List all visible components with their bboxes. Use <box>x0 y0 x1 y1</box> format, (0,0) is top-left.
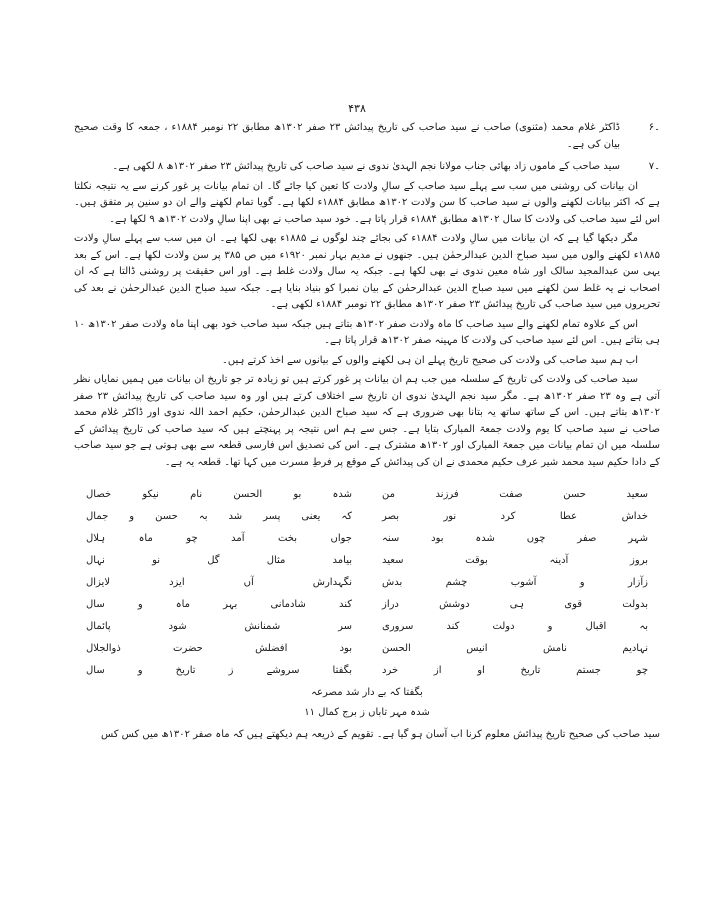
poem-couplet <box>86 663 648 679</box>
footnote-6 <box>74 120 660 153</box>
footnote-7 <box>74 159 660 176</box>
poem-hemistich: چو جستم تاریخ او از خرد <box>382 665 648 676</box>
poem-hemistich: زآزار و آشوب چشم بدش <box>382 577 648 588</box>
poem-hemistich: کند شادمانی بہر ماہ و سال <box>86 599 352 610</box>
poem-hemistich: بروز آدینہ بوقت سعید <box>382 555 648 566</box>
footnote-text: سید صاحب کے ماموں زاد بھائی جناب مولانا نجم الہدیٰ ندوی نے سید صاحب کی تاریخ پیدائش ۲۳ صفر ۱۳۰۲ھ ۸ لکھی ہے۔ <box>112 161 620 172</box>
poem-hemistich: بود افضلش حضرت ذوالجلال <box>86 643 352 654</box>
paragraph: سید صاحب کی صحیح تاریخ پیدائش معلوم کرنا اب آسان ہو گیا ہے۔ تقویم کے ذریعہ ہم دیکھتے ہیں کہ ماہ صفر ۱۳۰۲ھ میں کس کس <box>100 729 660 740</box>
paragraph: سید صاحب کی ولادت کی تاریخ کے سلسلہ میں جب ہم ان بیانات پر غور کرتے ہیں تو زیادہ تر جو تاریخ ان بیانات میں ہمیں نمایاں نظر آتی ہے وہ ۲۳ صفر ۱۳۰۲ھ ہے۔ مگر سید نجم الہدیٰ ندوی ان تاریخ سے اختلاف کرتے ہیں اور وہ سید صاحب کی تاریخ پیدائش ۲۳ صفر ۱۳۰۲ھ بتاتے ہیں۔ اس کے ساتھ ساتھ یہ بتانا بھی ضروری ہے کہ سید صباح الدین عبدالرحمٰن، حکیم احمد اللہ ندوی اور ڈاکٹر غلام محمد صاحب نے سید صاحب کا یوم ولادت جمعۃ المبارک بتایا ہے۔ جس سے ہم اس نتیجہ پر پہنچتے ہیں کہ سید صاحب کی تاریخ پیدائش کے سلسلہ میں ان تمام بیانات میں جمعۃ المبارک اور ۱۳۰۲ھ مشترک ہے۔ اس کی تصدیق اس فارسی قطعہ سے بھی ہوتی ہے جو سید صاحب کے دادا حکیم سید محمد شیر عرف حکیم محمدی نے ان کی پیدائش کے موقع پر فرطِ مسرت میں کہا تھا۔ قطعہ یہ ہے۔ <box>74 374 660 468</box>
page-body <box>74 120 660 744</box>
poem-closing-line: بگفتا کہ بے دار شد مصرعہ <box>311 687 423 698</box>
poem-couplet <box>86 531 648 547</box>
poem-hemistich: بیامد مثال گل نو نہال <box>86 555 352 566</box>
poem-hemistich: سر شمنانش شود پائمال <box>86 621 352 632</box>
paragraph: ان بیانات کی روشنی میں سب سے پہلے سید صاحب کے سالِ ولادت کا تعین کیا جائے گا۔ ان تمام بیانات پر غور کرنے سے یہ نتیجہ نکلتا ہے کہ اکثر بیانات لکھنے والوں نے سید صاحب کا سن ولادت ۱۳۰۲ھ مطابق ۱۸۸۴ء لکھا ہے۔ گویا تمام لکھنے والے ان دو سنین پر متفق ہیں۔ اس لئے سید صاحب کی ولادت کا سال ۱۳۰۲ھ مطابق ۱۸۸۴ء قرار پاتا ہے۔ خود سید صاحب نے بھی اپنا سالِ ولادت ۱۳۰۲ھ ۹ لکھا ہے۔ <box>74 180 660 225</box>
poem-hemistich: بگفتا سروشے ز تاریخ و سال <box>86 665 352 676</box>
poem-hemistich: نہادیم نامش انیس الحسن <box>382 643 648 654</box>
poem-closing-line: شدہ مہر تاباں ز برج کمال ۱۱ <box>304 707 430 718</box>
persian-poem <box>86 487 648 721</box>
poem-couplet <box>86 619 648 635</box>
footnote-number: ۷۔ <box>648 161 660 172</box>
poem-couplet <box>86 487 648 503</box>
poem-hemistich: نگہدارش آں ایزد لایزال <box>86 577 352 588</box>
poem-couplet <box>86 597 648 613</box>
paragraph: اس کے علاوہ تمام لکھنے والے سید صاحب کا ماہ ولادت صفر ۱۳۰۲ھ بتاتے ہیں جبکہ سید صاحب خود بھی اپنا ماہ ولادت صفر ۱۳۰۲ھ ۱۰ ہی بتاتے ہیں۔ اس لئے سید صاحب کی ولادت کا مہینہ صفر ۱۳۰۲ھ قرار پاتا ہے۔ <box>74 318 660 346</box>
page-number: ۴۳۸ <box>348 102 366 115</box>
poem-couplet <box>86 641 648 657</box>
paragraph: مگر دیکھا گیا ہے کہ ان بیانات میں سالِ ولادت ۱۸۸۴ء کی بجائے چند لوگوں نے ۱۸۸۵ء بھی لکھا ہے۔ ان میں سب سے پہلے سالِ ولادت ۱۸۸۵ء لکھنے والوں میں سید صباح الدین عبدالرحمٰن ہیں۔ جنھوں نے مدیم بہار نمبر ۱۹۲۰ء میں ص ۳۸۵ پر سن ولادت لکھا ہے۔ اس کے بعد یہی سن عبدالمجید سالک اور شاہ معین ندوی نے بھی لکھا ہے۔ جبکہ یہ سال ولادت غلط ہے۔ اور اس حقیقت پر روشنی ڈالتا ہے کہ ان اصحاب نے یہ غلط سن لکھنے میں سید صباح الدین عبدالرحمٰن کے بیان نمبرا کو بنیاد بنایا ہے۔ جبکہ سید صباح الدین عبدالرحمٰن نے بعد کی تحریروں میں سید صاحب کی تاریخ پیدائش ۲۳ صفر ۱۳۰۲ھ مطابق ۲۲ نومبر ۱۸۸۴ء لکھی ہے۔ <box>74 233 660 310</box>
footnote-text: ڈاکٹر غلام محمد (مثنوی) صاحب نے سید صاحب کی تاریخ پیدائش ۲۳ صفر ۱۳۰۲ھ مطابق ۲۲ نومبر ۱۸۸۴ء ، جمعہ کا وقت صحیح بیان کی ہے۔ <box>74 122 620 150</box>
poem-couplet <box>86 509 648 525</box>
poem-hemistich: کہ یعنی پسر شد بہ حسن و جمال <box>86 511 352 522</box>
poem-couplet <box>86 575 648 591</box>
poem-hemistich: بدولت قوی ہی دوشش دراز <box>382 599 648 610</box>
poem-hemistich: شہر صفر چوں شدہ بود سنہ <box>382 533 648 544</box>
paragraph: اب ہم سید صاحب کی ولادت کی صحیح تاریخ پہلے ان ہی لکھنے والوں کے بیانوں سے اخذ کرتے ہیں۔ <box>221 354 638 366</box>
poem-hemistich: خداش عطا کرد نور بصر <box>382 511 648 522</box>
poem-hemistich: بہ اقبال و دولت کند سروری <box>382 621 648 632</box>
poem-hemistich: شدہ بو الحسن نام نیکو خصال <box>86 489 352 500</box>
footnote-number: ۶۔ <box>648 122 660 133</box>
poem-hemistich: جواں بخت آمد چو ماہ ہلال <box>86 533 352 544</box>
poem-hemistich: سعید حسن صفت فرزند من <box>382 489 648 500</box>
poem-couplet <box>86 553 648 569</box>
